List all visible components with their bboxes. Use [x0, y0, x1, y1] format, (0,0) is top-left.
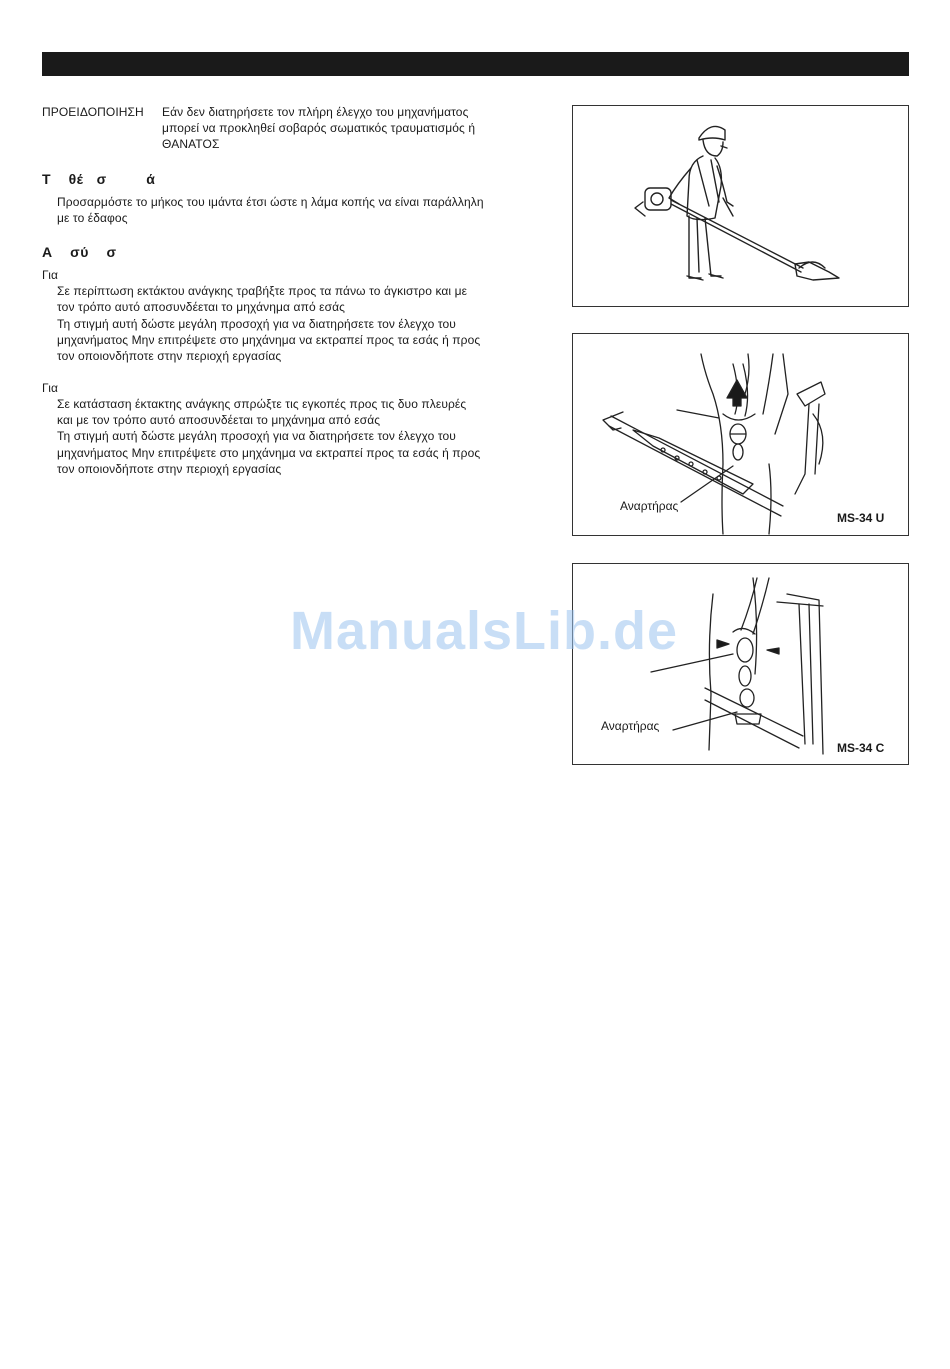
sub2-line-1: Σε κατάσταση έκτακτης ανάγκης σπρώξτε τις εγκοπές προς τις δυο πλευρές [57, 397, 467, 411]
warning-label: ΠΡΟΕΙΔΟΠΟΙΗΣΗ [42, 105, 144, 119]
warning-line-3: ΘΑΝΑΤΟΣ [162, 137, 220, 151]
warning-line-1: Εάν δεν διατηρήσετε τον πλήρη έλεγχο του μηχανήματος [162, 105, 469, 119]
fig3-hanger-label: Αναρτήρας [601, 719, 660, 733]
operator-illustration [573, 106, 910, 308]
sub1-line-2: τον τρόπο αυτό αποσυνδέεται το μηχάνημα από εσάς [57, 300, 346, 314]
fig3-code: MS-34 C [837, 741, 885, 755]
fig2-code: MS-34 U [837, 511, 885, 525]
notch-release-illustration [573, 564, 910, 766]
section2-heading: Α σύ σ [42, 244, 117, 260]
sub1-line-5: τον οποιονδήποτε στην περιοχή εργασίας [57, 349, 282, 363]
sub1-line-3: Τη στιγμή αυτή δώστε μεγάλη προσοχή για να διατηρήσετε τον έλεγχο του [57, 317, 456, 331]
fig2-hanger-label: Αναρτήρας [620, 499, 679, 513]
section1-line-2: με το έδαφος [57, 211, 128, 225]
sub2-line-3: Τη στιγμή αυτή δώστε μεγάλη προσοχή για να διατηρήσετε τον έλεγχο του [57, 429, 456, 443]
sub2-label: Για [42, 381, 58, 395]
sub2-line-5: τον οποιονδήποτε στην περιοχή εργασίας [57, 462, 282, 476]
sub2-line-4: μηχανήματος Μην επιτρέψετε στο μηχάνημα να εκτραπεί προς τα εσάς ή προς [57, 446, 481, 460]
watermark: ManualsLib.de [290, 601, 679, 661]
header-bar [42, 52, 909, 76]
sub2-line-2: και με τον τρόπο αυτό αποσυνδέεται το μηχάνημα από εσάς [57, 413, 381, 427]
figure-ms34c [572, 563, 909, 765]
section1-line-1: Προσαρμόστε το μήκος του ιμάντα έτσι ώστε η λάμα κοπής να είναι παράλληλη [57, 195, 484, 209]
sub1-label: Για [42, 268, 58, 282]
sub1-line-4: μηχανήματος Μην επιτρέψετε στο μηχάνημα να εκτραπεί προς τα εσάς ή προς [57, 333, 481, 347]
figure-operator [572, 105, 909, 307]
sub1-line-1: Σε περίπτωση εκτάκτου ανάγκης τραβήξτε προς τα πάνω το άγκιστρο και με [57, 284, 468, 298]
warning-line-2: μπορεί να προκληθεί σοβαρός σωματικός τραυματισμός ή [162, 121, 476, 135]
figure-ms34u [572, 333, 909, 536]
section1-heading: Τ θέ σ ά [42, 171, 156, 187]
